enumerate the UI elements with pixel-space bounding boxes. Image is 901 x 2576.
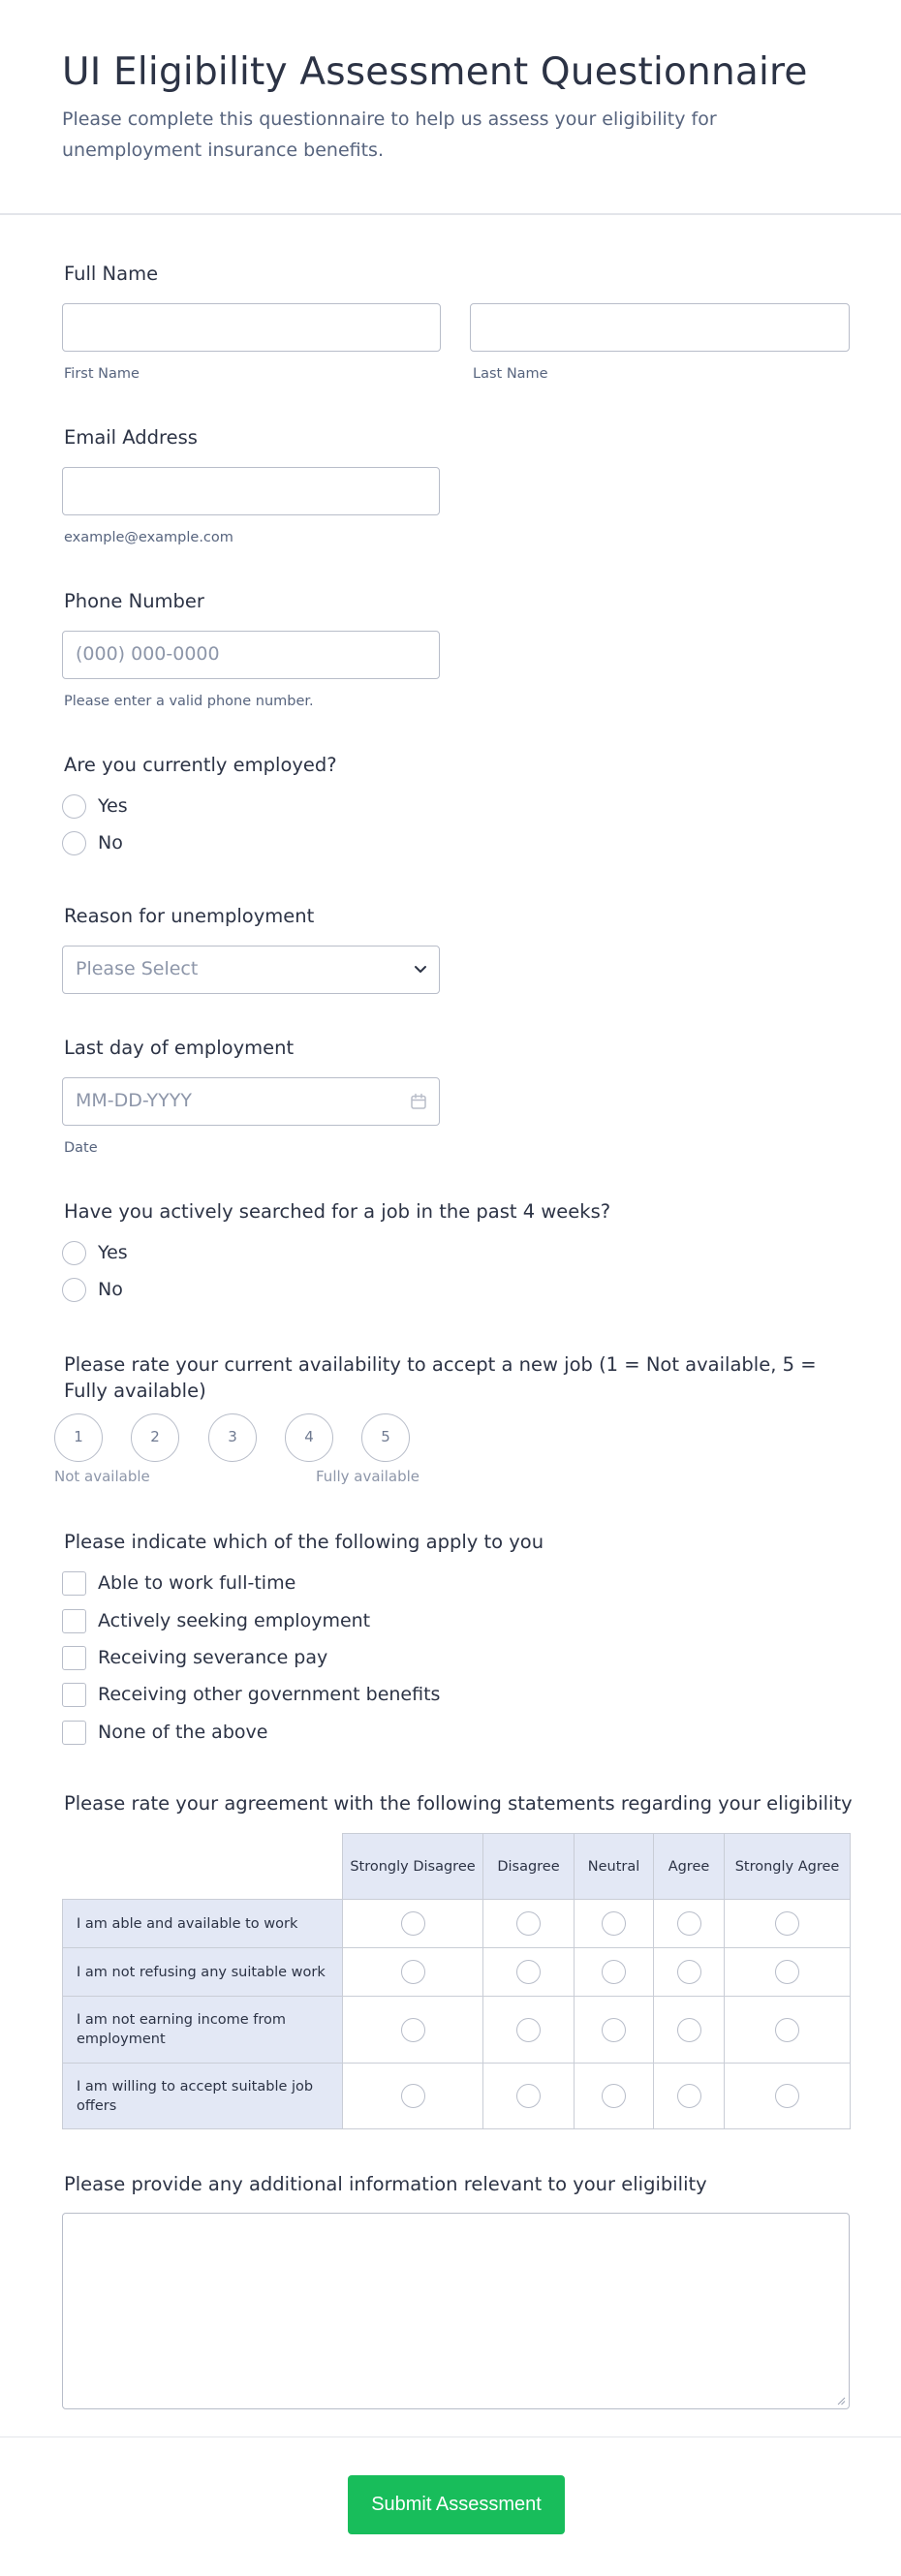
additional-info-textarea[interactable] xyxy=(62,2213,850,2409)
form-footer xyxy=(0,2436,901,2576)
job-search-label: Have you actively searched for a job in the past 4 weeks? xyxy=(64,1200,611,1223)
availability-min-caption: Not available xyxy=(54,1468,150,1485)
chevron-down-icon xyxy=(414,965,427,975)
matrix-row xyxy=(63,1900,851,1948)
matrix-radio[interactable] xyxy=(401,1960,425,1984)
first-name-input[interactable] xyxy=(62,303,441,352)
employed-label: Are you currently employed? xyxy=(64,754,337,776)
applies-option-label: Able to work full-time xyxy=(98,1572,296,1594)
matrix-radio[interactable] xyxy=(775,2084,799,2108)
phone-input[interactable] xyxy=(62,631,440,679)
matrix-radio[interactable] xyxy=(677,1960,701,1984)
matrix-radio[interactable] xyxy=(516,2084,541,2108)
matrix-column-header: Disagree xyxy=(483,1834,575,1900)
availability-scale-3[interactable]: 3 xyxy=(208,1413,257,1462)
matrix-radio[interactable] xyxy=(516,1911,541,1936)
reason-label: Reason for unemployment xyxy=(64,905,315,927)
job-search-yes-radio[interactable] xyxy=(62,1241,86,1265)
availability-label: Please rate your current availability to accept a new job (1 = Not available, 5 = Fully available) xyxy=(64,1353,817,1402)
availability-scale-5[interactable]: 5 xyxy=(361,1413,410,1462)
form-header xyxy=(0,0,901,215)
matrix-row xyxy=(63,1948,851,1997)
applies-option-label: Receiving severance pay xyxy=(98,1647,328,1668)
applies-option-label: None of the above xyxy=(98,1722,268,1743)
availability-max-caption: Fully available xyxy=(316,1468,419,1485)
matrix-column-header: Strongly Agree xyxy=(725,1834,851,1900)
employed-no-label: No xyxy=(98,832,123,853)
employed-yes-radio[interactable] xyxy=(62,794,86,819)
availability-scale-4[interactable]: 4 xyxy=(285,1413,333,1462)
matrix-radio[interactable] xyxy=(677,2018,701,2042)
full-name-label: Full Name xyxy=(64,263,159,285)
matrix-row-label: I am not refusing any suitable work xyxy=(63,1948,343,1997)
matrix-radio[interactable] xyxy=(516,1960,541,1984)
phone-sublabel: Please enter a valid phone number. xyxy=(64,694,314,709)
matrix-radio[interactable] xyxy=(602,2084,626,2108)
matrix-radio[interactable] xyxy=(775,1960,799,1984)
applies-checkbox[interactable] xyxy=(62,1646,86,1670)
matrix-row-label: I am able and available to work xyxy=(63,1900,343,1948)
reason-selected-value: Please Select xyxy=(76,958,199,979)
matrix-row xyxy=(63,1997,851,2064)
matrix-radio[interactable] xyxy=(516,2018,541,2042)
last-day-label: Last day of employment xyxy=(64,1037,295,1059)
matrix-radio[interactable] xyxy=(602,2018,626,2042)
email-input[interactable] xyxy=(62,467,440,515)
phone-placeholder: (000) 000-0000 xyxy=(76,643,220,665)
last-name-input[interactable] xyxy=(470,303,850,352)
job-search-no-radio[interactable] xyxy=(62,1278,86,1302)
last-name-sublabel: Last Name xyxy=(473,366,548,382)
matrix-radio[interactable] xyxy=(775,1911,799,1936)
agreement-matrix xyxy=(62,1833,851,2129)
applies-checkbox[interactable] xyxy=(62,1609,86,1633)
last-day-placeholder: MM-DD-YYYY xyxy=(76,1090,192,1111)
matrix-radio[interactable] xyxy=(401,2084,425,2108)
job-search-yes-label: Yes xyxy=(98,1242,128,1263)
matrix-radio[interactable] xyxy=(401,1911,425,1936)
matrix-column-header: Agree xyxy=(654,1834,725,1900)
submit-button[interactable]: Submit Assessment xyxy=(348,2475,565,2534)
page-subtitle: Please complete this questionnaire to help us assess your eligibility for unemployment insurance benefits. xyxy=(62,109,717,161)
email-label: Email Address xyxy=(64,426,198,449)
applies-checkbox[interactable] xyxy=(62,1571,86,1596)
last-day-sublabel: Date xyxy=(64,1140,98,1156)
matrix-radio[interactable] xyxy=(677,1911,701,1936)
employed-yes-label: Yes xyxy=(98,795,128,817)
first-name-sublabel: First Name xyxy=(64,366,140,382)
agreement-label: Please rate your agreement with the following statements regarding your eligibility xyxy=(64,1792,853,1815)
employed-no-radio[interactable] xyxy=(62,831,86,855)
applies-option-label: Receiving other government benefits xyxy=(98,1684,441,1705)
matrix-radio[interactable] xyxy=(602,1960,626,1984)
additional-info-label: Please provide any additional information relevant to your eligibility xyxy=(64,2173,707,2195)
page-title: UI Eligibility Assessment Questionnaire xyxy=(62,50,808,94)
matrix-row xyxy=(63,2064,851,2129)
matrix-column-header: Neutral xyxy=(575,1834,654,1900)
matrix-radio[interactable] xyxy=(677,2084,701,2108)
applies-label: Please indicate which of the following apply to you xyxy=(64,1531,544,1553)
matrix-radio[interactable] xyxy=(775,2018,799,2042)
applies-checkbox[interactable] xyxy=(62,1683,86,1707)
availability-scale-2[interactable]: 2 xyxy=(131,1413,179,1462)
applies-checkbox[interactable] xyxy=(62,1721,86,1745)
resize-grip-icon[interactable] xyxy=(836,2396,846,2405)
calendar-icon[interactable] xyxy=(410,1093,427,1110)
matrix-radio[interactable] xyxy=(602,1911,626,1936)
matrix-row-label: I am not earning income from employment xyxy=(63,1997,343,2064)
matrix-radio[interactable] xyxy=(401,2018,425,2042)
phone-label: Phone Number xyxy=(64,590,204,612)
matrix-corner xyxy=(63,1834,343,1900)
last-day-date-input[interactable] xyxy=(62,1077,440,1126)
matrix-column-header: Strongly Disagree xyxy=(343,1834,483,1900)
email-sublabel: example@example.com xyxy=(64,530,233,545)
availability-scale-1[interactable]: 1 xyxy=(54,1413,103,1462)
reason-select[interactable] xyxy=(62,946,440,994)
applies-option-label: Actively seeking employment xyxy=(98,1610,371,1631)
matrix-row-label: I am willing to accept suitable job offers xyxy=(63,2064,343,2129)
job-search-no-label: No xyxy=(98,1279,123,1300)
